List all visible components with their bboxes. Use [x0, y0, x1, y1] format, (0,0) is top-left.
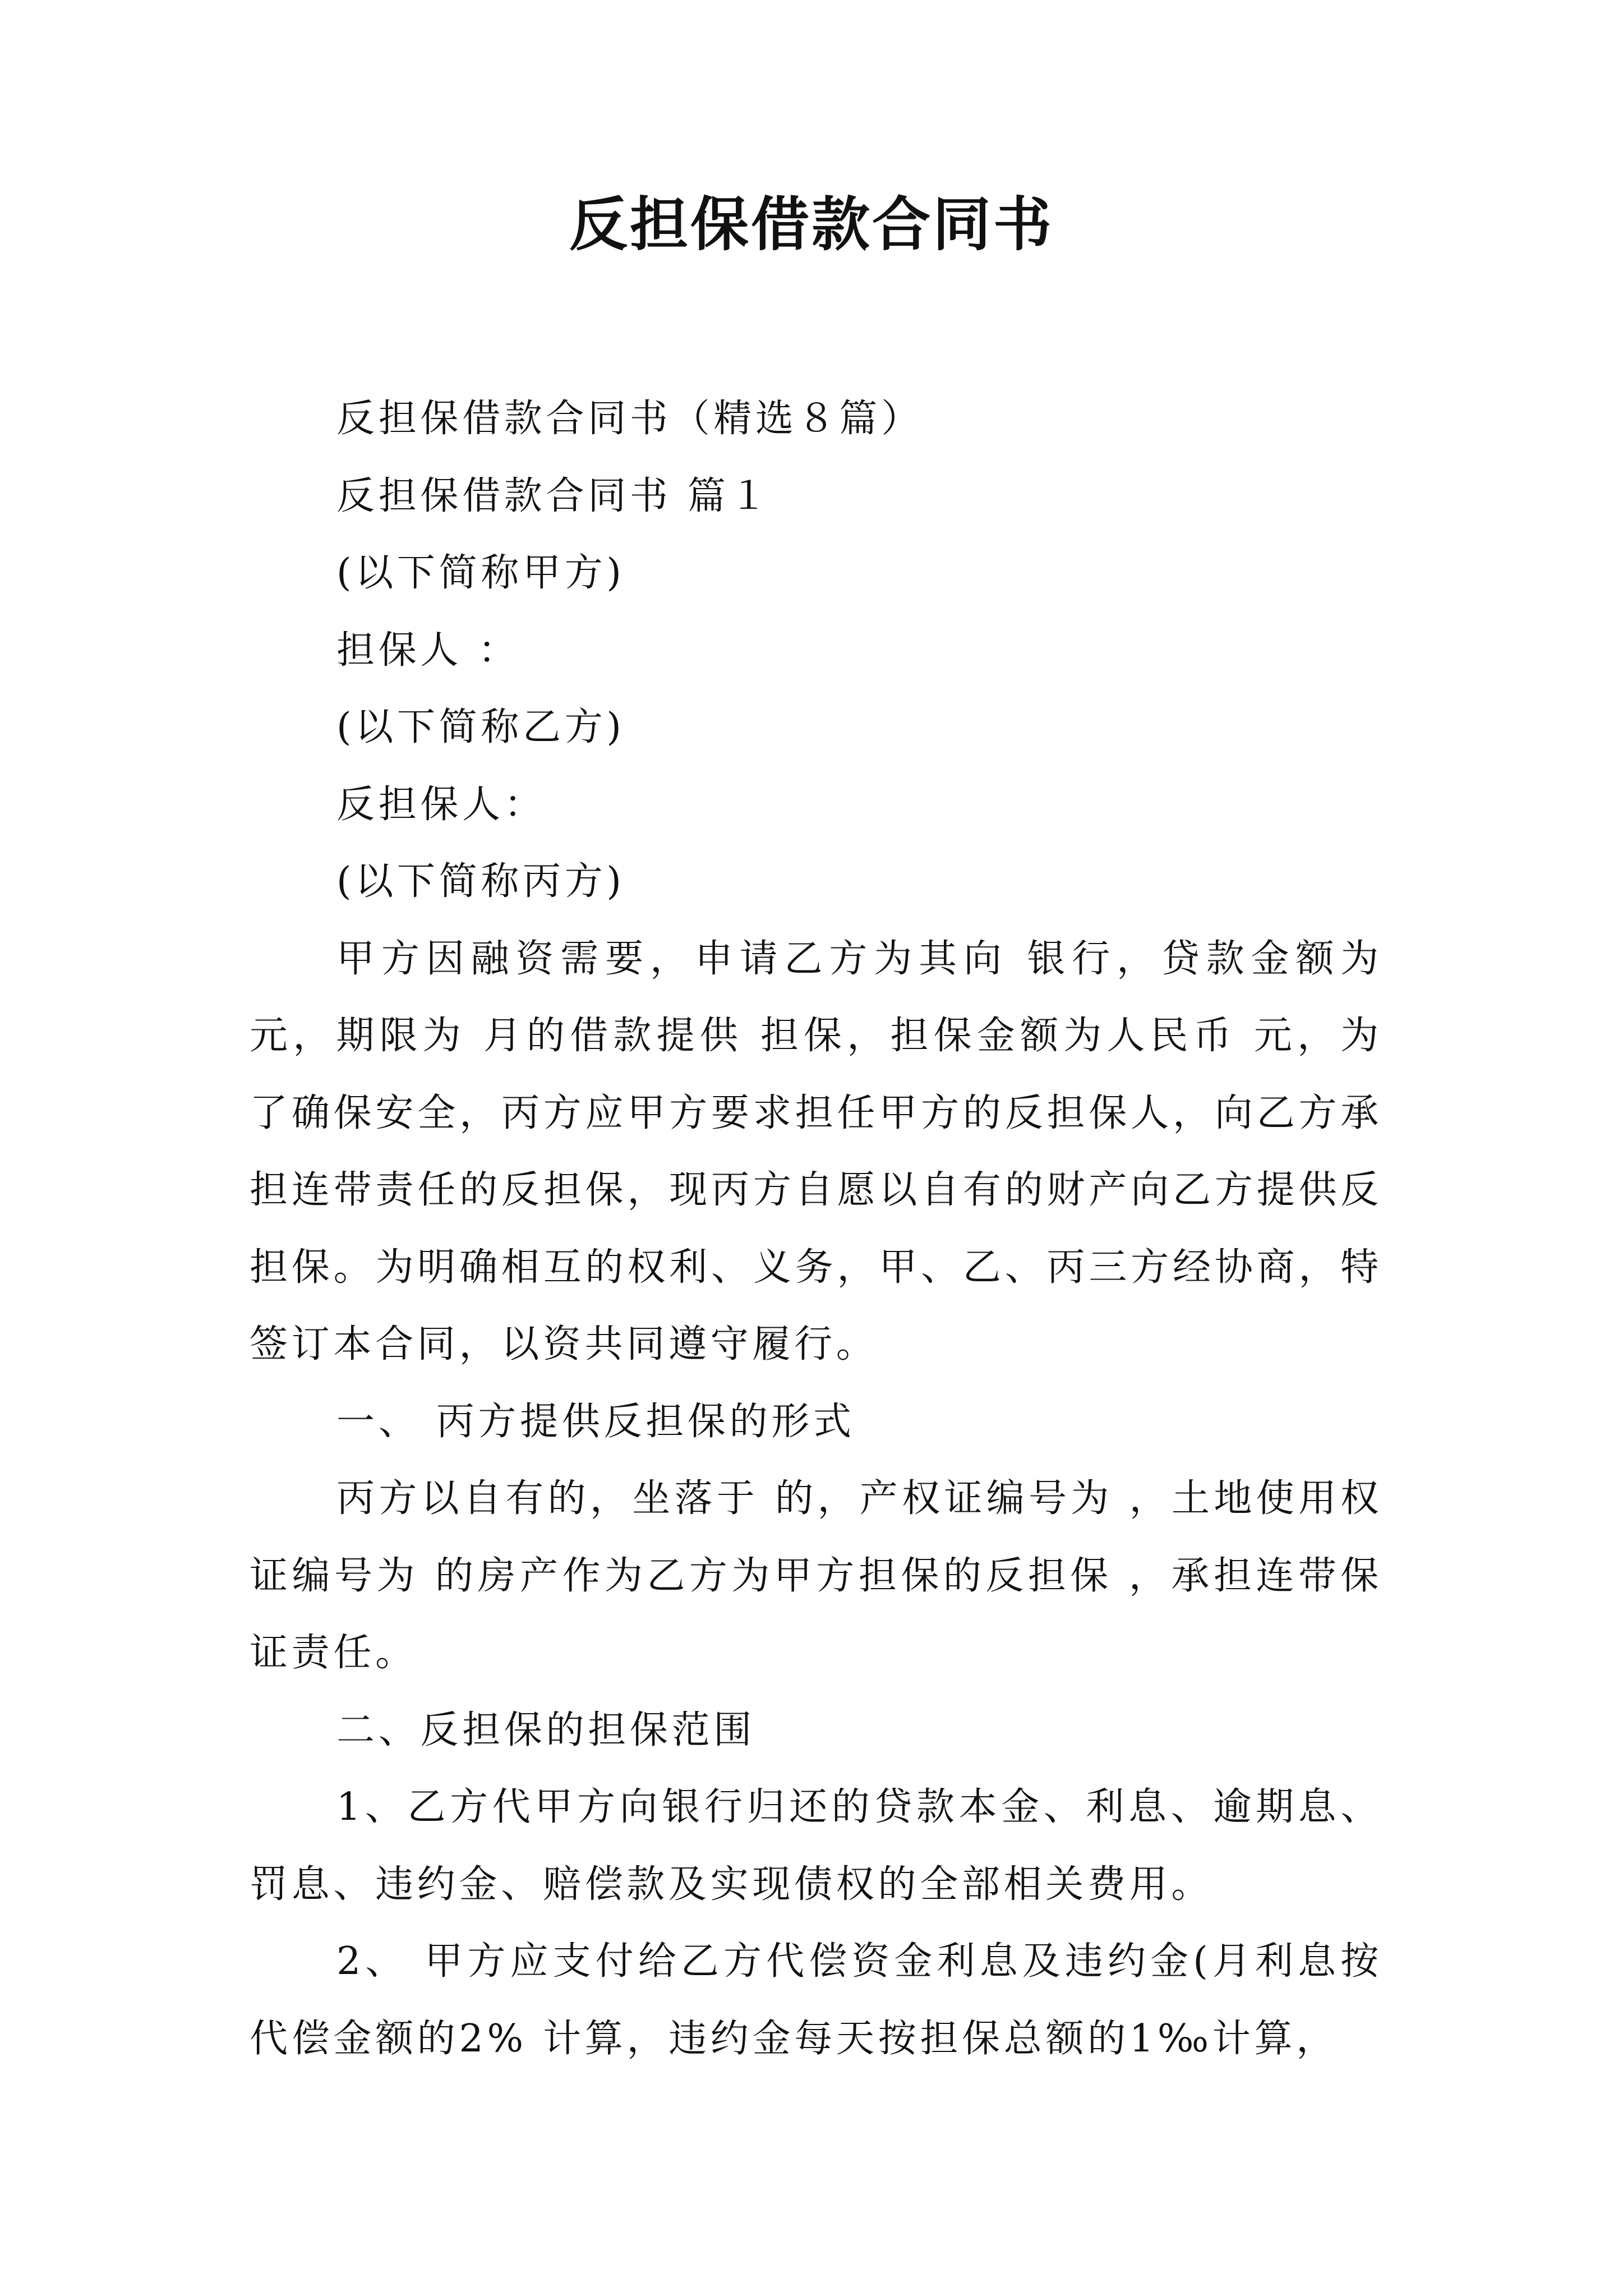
paragraph-clause-1-body: 丙方以自有的，坐落于 的，产权证编号为 ，土地使用权证编号为 的房产作为乙方为甲方担保的反担保 ，承担连带保证责任。: [250, 1476, 1382, 1675]
paragraph-preamble: 甲方因融资需要，申请乙方为其向 银行，贷款金额为 元，期限为 月的借款提供 担保，担保金额为人民币 元，为了确保安全，丙方应甲方要求担任甲方的反担保人，向乙方承担连带责任的反担保，现丙方自愿以自有的财产向乙方提供反担保。为明确相互的权利、义务，甲、乙、丙三方经协商，特签订本合同，以资共同遵守履行。: [250, 936, 1382, 1366]
paragraph-guarantor-label: 担保人 ：: [336, 628, 520, 673]
paragraph-party-c-note: (以下简称丙方): [336, 859, 625, 904]
paragraph-subtitle: 反担保借款合同书（精选８篇）: [336, 397, 923, 441]
paragraph-counter-guarantor-label: 反担保人：: [336, 782, 546, 827]
paragraph-party-a-note: (以下简称甲方): [336, 551, 625, 595]
paragraph-party-b-note: (以下简称乙方): [336, 705, 625, 749]
document-body: [250, 380, 1382, 2077]
paragraph-section-heading: 反担保借款合同书 篇１: [336, 473, 772, 518]
paragraph-clause-2-item-2: 2、 甲方应支付给乙方代偿资金利息及违约金(月利息按代偿金额的2% 计算，违约金每天按担保总额的1‰计算，: [250, 1939, 1382, 2061]
paragraph-clause-1-heading: 一、 丙方提供反担保的形式: [336, 1399, 855, 1444]
document-title: 反担保借款合同书: [569, 190, 1054, 259]
paragraph-clause-2-item-1: 1、乙方代甲方向银行归还的贷款本金、利息、逾期息、罚息、违约金、赔偿款及实现债权的全部相关费用。: [250, 1785, 1382, 1907]
paragraph-clause-2-heading: 二、反担保的担保范围: [336, 1708, 756, 1752]
